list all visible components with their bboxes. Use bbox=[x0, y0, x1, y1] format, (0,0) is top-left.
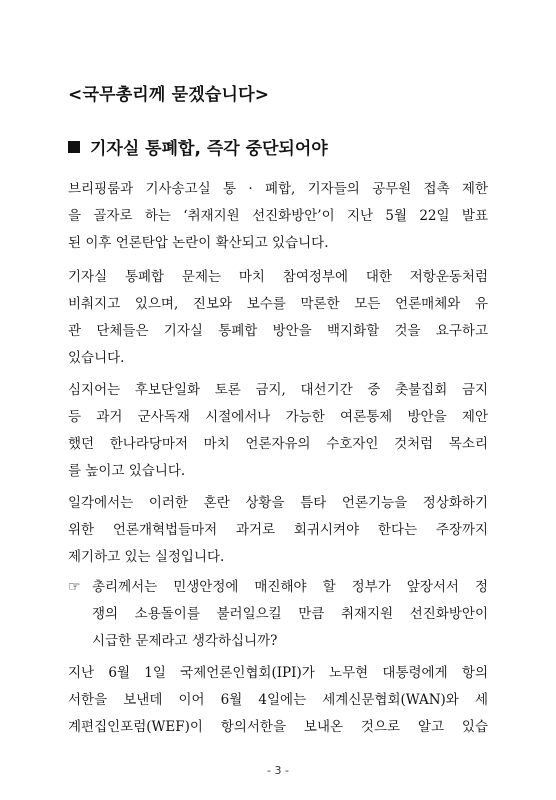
paragraph-line: 을 골자로 하는 ‘취재지원 선진화방안’이 지난 5월 22일 발표 bbox=[68, 208, 488, 224]
paragraph-line: 등 과거 군사독재 시절에서나 가능한 여론통제 방안을 제안 bbox=[68, 409, 488, 425]
section-title bbox=[68, 134, 328, 159]
paragraph-line: 된 이후 언론탄압 논란이 확산되고 있습니다. bbox=[68, 235, 329, 251]
paragraph-3 bbox=[68, 377, 488, 485]
paragraph-line: 비춰지고 있으며, 진보와 보수를 막론한 모든 언론매체와 유 bbox=[68, 296, 488, 312]
paragraph-line: 제기하고 있는 실정입니다. bbox=[68, 549, 225, 565]
paragraph-line: 있습니다. bbox=[68, 350, 125, 366]
pointing-hand-icon: ☞ bbox=[68, 579, 81, 595]
paragraph-line: 일각에서는 이러한 혼란 상황을 틈타 언론기능을 정상화하기 bbox=[68, 495, 488, 511]
paragraph-line: 를 높이고 있습니다. bbox=[68, 463, 186, 479]
paragraph-line: 지난 6월 1일 국제언론인협회(IPI)가 노무현 대통령에게 항의 bbox=[68, 665, 488, 681]
question-text bbox=[92, 574, 488, 655]
document-heading: <국무총리께 묻겠습니다> bbox=[68, 85, 270, 105]
section-title-text: 기자실 통폐합, 즉각 중단되어야 bbox=[90, 139, 328, 159]
question-line: 시급한 문제라고 생각하십니까? bbox=[92, 633, 278, 649]
paragraph-line: 브리핑룸과 기사송고실 통 · 폐합, 기자들의 공무원 접촉 제한 bbox=[68, 181, 488, 197]
closing-paragraph bbox=[68, 660, 488, 741]
paragraph-line: 관 단체들은 기자실 통폐합 방안을 백지화할 것을 요구하고 bbox=[68, 323, 488, 339]
paragraph-line: 위한 언론개혁법들마저 과거로 회귀시켜야 한다는 주장까지 bbox=[68, 522, 488, 538]
paragraph-line: 기자실 통폐합 문제는 마치 참여정부에 대한 저항운동처럼 bbox=[68, 269, 488, 285]
paragraph-line: 서한을 보낸데 이어 6월 4일에는 세계신문협회(WAN)와 세 bbox=[68, 692, 488, 708]
black-square-icon bbox=[68, 141, 80, 153]
paragraph-line: 계편집인포럼(WEF)이 항의서한을 보내온 것으로 알고 있습 bbox=[68, 719, 488, 735]
paragraph-2 bbox=[68, 264, 488, 372]
paragraph-1 bbox=[68, 176, 488, 257]
page-number: - 3 - bbox=[267, 764, 289, 777]
paragraph-4 bbox=[68, 490, 488, 571]
paragraph-line: 심지어는 후보단일화 토론 금지, 대선기간 중 촛불집회 금지 bbox=[68, 382, 488, 398]
question-line: 쟁의 소용돌이를 불러일으킬 만큼 취재지원 선진화방안이 bbox=[92, 606, 488, 622]
question-line: 총리께서는 민생안정에 매진해야 할 정부가 앞장서서 정 bbox=[92, 579, 488, 595]
paragraph-line: 했던 한나라당마저 마치 언론자유의 수호자인 것처럼 목소리 bbox=[68, 436, 488, 452]
